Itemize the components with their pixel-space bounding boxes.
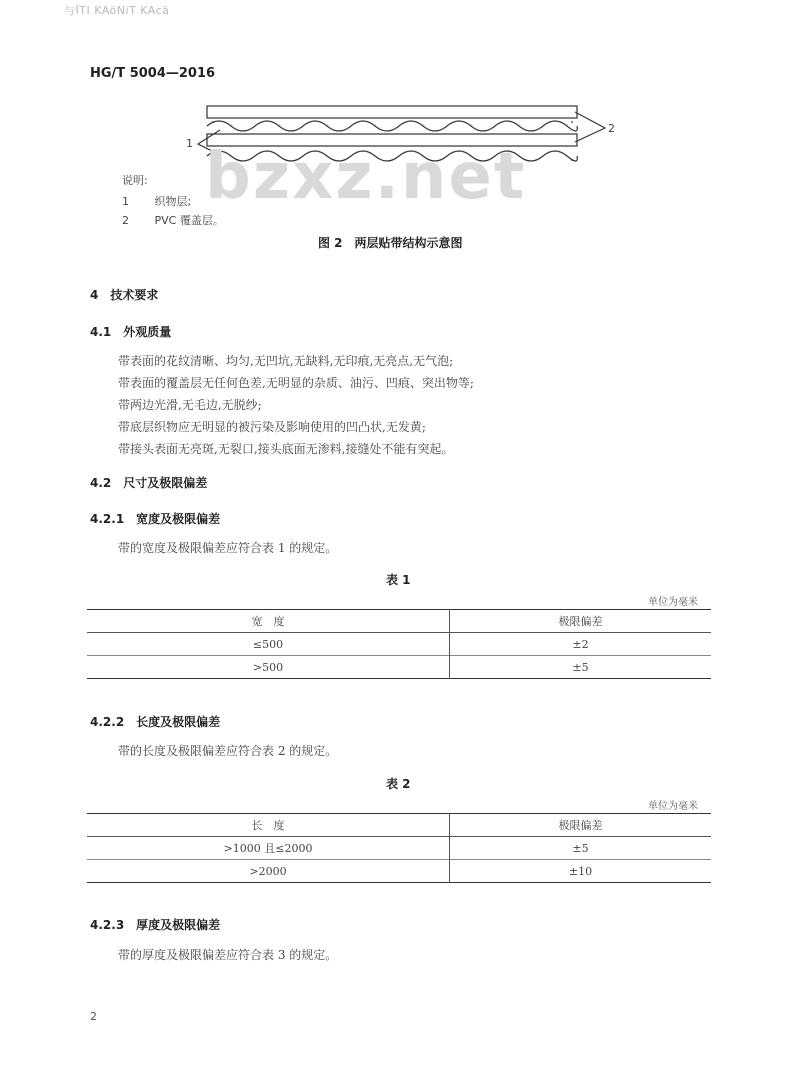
- table-unit: 单位为毫米: [648, 597, 698, 608]
- legend-item-2: [122, 212, 224, 228]
- page-number: 2: [90, 1010, 97, 1023]
- legend-title: 说明:: [122, 174, 148, 187]
- table-header-cell: 宽 度: [87, 610, 450, 633]
- table-row: [87, 633, 711, 656]
- legend-item-text: 织物层;: [154, 195, 192, 208]
- table-header-cell: 极限偏差: [558, 819, 603, 832]
- table-unit: 单位为毫米: [648, 801, 698, 812]
- table-row: [87, 837, 711, 860]
- subsection-heading: 4.1 外观质量: [90, 325, 172, 339]
- subsection-heading: 4.2.2 长度及极限偏差: [90, 715, 221, 729]
- leader-line-2: [575, 112, 605, 142]
- length-tolerance-table: [87, 813, 711, 883]
- document-code: HG/T 5004—2016: [90, 66, 216, 81]
- table-cell: ≤500: [87, 633, 450, 656]
- top-cover-layer: [207, 106, 577, 118]
- table-row: [87, 860, 711, 883]
- legend-item-text: PVC 覆盖层。: [154, 214, 224, 227]
- table-caption: 表 2: [386, 777, 411, 791]
- legend-item-1: [122, 193, 191, 209]
- figure-caption: 图 2 两层贴带结构示意图: [318, 236, 463, 250]
- diagram-label-2: 2: [608, 122, 615, 135]
- paragraph: 带的宽度及极限偏差应符合表 1 的规定。: [118, 541, 338, 555]
- requirement-line: 带底层织物应无明显的被污染及影响使用的凹凸状,无发黄;: [118, 420, 426, 434]
- paragraph: 带的长度及极限偏差应符合表 2 的规定。: [118, 744, 338, 758]
- paragraph: 带的厚度及极限偏差应符合表 3 的规定。: [118, 948, 338, 962]
- table-cell: >500: [87, 656, 450, 679]
- table-header-row: [87, 814, 711, 837]
- table-cell: ±2: [572, 637, 589, 651]
- appearance-requirements: [118, 350, 738, 460]
- table-caption: 表 1: [386, 573, 411, 587]
- requirement-line: 带表面的覆盖层无任何色差,无明显的杂质、油污、凹痕、突出物等;: [118, 376, 474, 390]
- diagram-label-1: 1: [186, 137, 193, 150]
- table-cell: ±5: [572, 841, 589, 855]
- requirement-line: 带接头表面无亮斑,无裂口,接头底面无渗料,接缝处不能有突起。: [118, 442, 454, 456]
- subsection-heading: 4.2 尺寸及极限偏差: [90, 476, 208, 490]
- top-watermark-text: 与ÏTI KAöNiT KAcä: [64, 4, 170, 17]
- table-header-cell: 极限偏差: [558, 615, 603, 628]
- width-tolerance-table: [87, 609, 711, 679]
- table-cell: >2000: [87, 860, 450, 883]
- legend-item-number: 1: [122, 195, 129, 208]
- table-cell: ±5: [572, 660, 589, 674]
- table-header-row: [87, 610, 711, 633]
- requirement-line: 带两边光滑,无毛边,无脱纱;: [118, 398, 262, 412]
- table-row: [87, 656, 711, 679]
- table-header-cell: 长 度: [87, 814, 450, 837]
- site-watermark: bzxz.net: [205, 140, 527, 214]
- subsection-heading: 4.2.3 厚度及极限偏差: [90, 918, 221, 932]
- legend-item-number: 2: [122, 214, 129, 227]
- requirement-line: 带表面的花纹清晰、均匀,无凹坑,无缺料,无印痕,无亮点,无气泡;: [118, 354, 454, 368]
- upper-wave-line: [207, 121, 577, 131]
- table-cell: ±10: [568, 864, 593, 878]
- subsection-heading: 4.2.1 宽度及极限偏差: [90, 512, 221, 526]
- section-heading: 4 技术要求: [90, 288, 159, 302]
- table-cell: >1000 且≤2000: [87, 837, 450, 860]
